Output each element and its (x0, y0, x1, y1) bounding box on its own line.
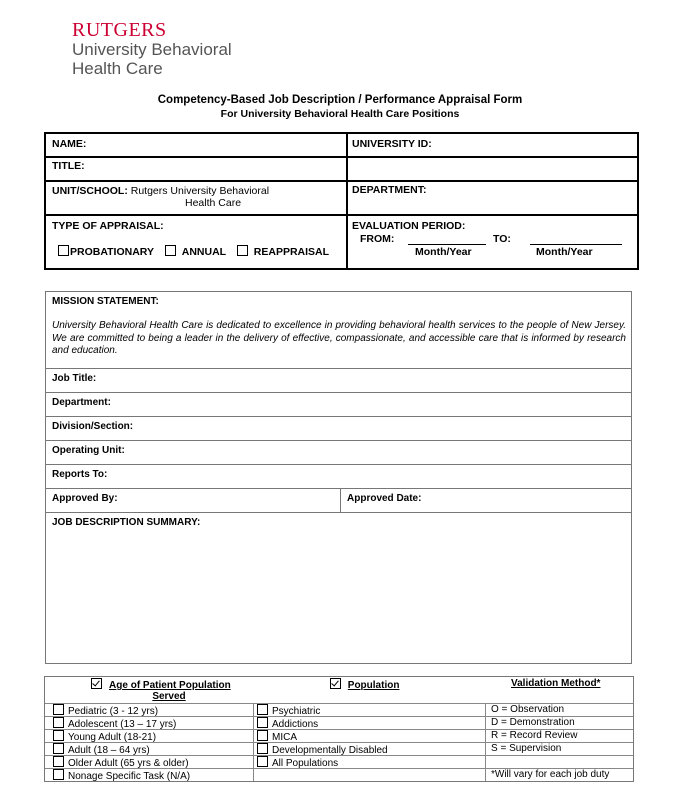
to-date-field[interactable] (530, 244, 622, 245)
probationary-checkbox[interactable] (58, 245, 69, 256)
age-checkbox[interactable] (53, 704, 64, 715)
age-row[interactable]: Pediatric (3 - 12 yrs) (53, 704, 158, 717)
population-checkbox[interactable] (257, 756, 268, 767)
population-row[interactable]: Psychiatric (257, 704, 320, 717)
age-row[interactable]: Adult (18 – 64 yrs) (53, 743, 150, 756)
population-table (44, 676, 634, 782)
population-row[interactable]: Developmentally Disabled (257, 743, 388, 756)
logo-line2: Health Care (72, 59, 163, 78)
from-label: FROM: (360, 233, 395, 245)
logo-line1: University Behavioral (72, 40, 232, 59)
population-row[interactable]: MICA (257, 730, 297, 743)
approval-row (46, 489, 631, 513)
age-row[interactable]: Older Adult (65 yrs & older) (53, 756, 189, 769)
population-column-header: Population (347, 680, 400, 691)
validation-method: R = Record Review (491, 730, 578, 741)
appraisal-type-label: TYPE OF APPRAISAL: (52, 220, 164, 232)
reappraisal-checkbox[interactable] (237, 245, 248, 256)
age-checkbox[interactable] (53, 743, 64, 754)
name-row (46, 134, 637, 158)
operating-unit-row[interactable] (46, 441, 631, 465)
evaluation-period-label: EVALUATION PERIOD: (352, 220, 466, 232)
title-row (46, 158, 637, 182)
population-row[interactable]: All Populations (257, 756, 338, 769)
logo-brand: RUTGERS (72, 19, 167, 41)
population-checkbox[interactable] (257, 730, 268, 741)
rutgers-logo (72, 20, 232, 78)
university-id-label: UNIVERSITY ID: (352, 138, 432, 150)
age-checkbox[interactable] (53, 756, 64, 767)
age-checkbox[interactable] (53, 769, 64, 780)
age-row[interactable]: Young Adult (18-21) (53, 730, 156, 743)
population-checkbox[interactable] (257, 743, 268, 754)
from-date-field[interactable] (408, 244, 486, 245)
age-checkbox[interactable] (53, 730, 64, 741)
division-row[interactable] (46, 417, 631, 441)
unit-label: UNIT/SCHOOL: (52, 185, 128, 197)
age-row[interactable]: Nonage Specific Task (N/A) (53, 769, 190, 782)
population-column-check-icon (330, 678, 341, 689)
unit-row (46, 182, 637, 216)
title-label: TITLE: (52, 160, 85, 172)
job-title-label: Job Title: (52, 373, 97, 384)
mission-row (46, 292, 631, 369)
approved-date-label: Approved Date: (347, 493, 422, 504)
mission-text: University Behavioral Health Care is dedicated to excellence in providing behavioral health services to the people of New Jersey. We are committed to being a leader in the delivery of effective, compassionate, and accessible care that is informed by research and education. (52, 320, 626, 356)
reports-to-label: Reports To: (52, 469, 108, 480)
division-label: Division/Section: (52, 421, 134, 432)
to-month-year-hint: Month/Year (536, 246, 593, 258)
mission-label: MISSION STATEMENT: (52, 296, 159, 307)
age-column-check-icon (91, 678, 102, 689)
summary-label: JOB DESCRIPTION SUMMARY: (52, 517, 201, 528)
validation-method: D = Demonstration (491, 717, 575, 728)
approved-by-label: Approved By: (52, 493, 118, 504)
operating-unit-label: Operating Unit: (52, 445, 125, 456)
annual-label: ANNUAL (181, 246, 226, 258)
appraisal-row (46, 216, 637, 268)
job-department-label: Department: (52, 397, 111, 408)
department-row[interactable] (46, 393, 631, 417)
population-row[interactable]: Addictions (257, 717, 318, 730)
validation-footnote: *Will vary for each job duty (491, 769, 610, 780)
unit-value-line2: Health Care (185, 197, 242, 209)
age-checkbox[interactable] (53, 717, 64, 728)
job-title-row[interactable] (46, 369, 631, 393)
department-label: DEPARTMENT: (352, 184, 427, 196)
reappraisal-label: REAPPRAISAL (253, 246, 330, 258)
reports-to-row[interactable] (46, 465, 631, 489)
unit-value-line1: Rutgers University Behavioral (130, 185, 270, 197)
probationary-label: PROBATIONARY (70, 246, 154, 258)
age-row[interactable]: Adolescent (13 – 17 yrs) (53, 717, 176, 730)
form-title: Competency-Based Job Description / Performance Appraisal Form (157, 94, 523, 106)
from-month-year-hint: Month/Year (415, 246, 472, 258)
population-checkbox[interactable] (257, 704, 268, 715)
age-column-header: Age of Patient Population (109, 680, 231, 691)
employee-info-form (44, 132, 639, 270)
summary-row[interactable] (46, 513, 631, 663)
name-label: NAME: (52, 138, 87, 150)
validation-method: O = Observation (491, 704, 565, 715)
annual-checkbox[interactable] (165, 245, 176, 256)
age-column-header-line2: Served (152, 691, 186, 702)
to-label: TO: (493, 233, 511, 245)
job-description-form (45, 291, 632, 664)
validation-method: S = Supervision (491, 743, 562, 754)
form-subtitle: For University Behavioral Health Care Positions (220, 108, 460, 120)
population-checkbox[interactable] (257, 717, 268, 728)
validation-column-header: Validation Method* (511, 678, 601, 689)
